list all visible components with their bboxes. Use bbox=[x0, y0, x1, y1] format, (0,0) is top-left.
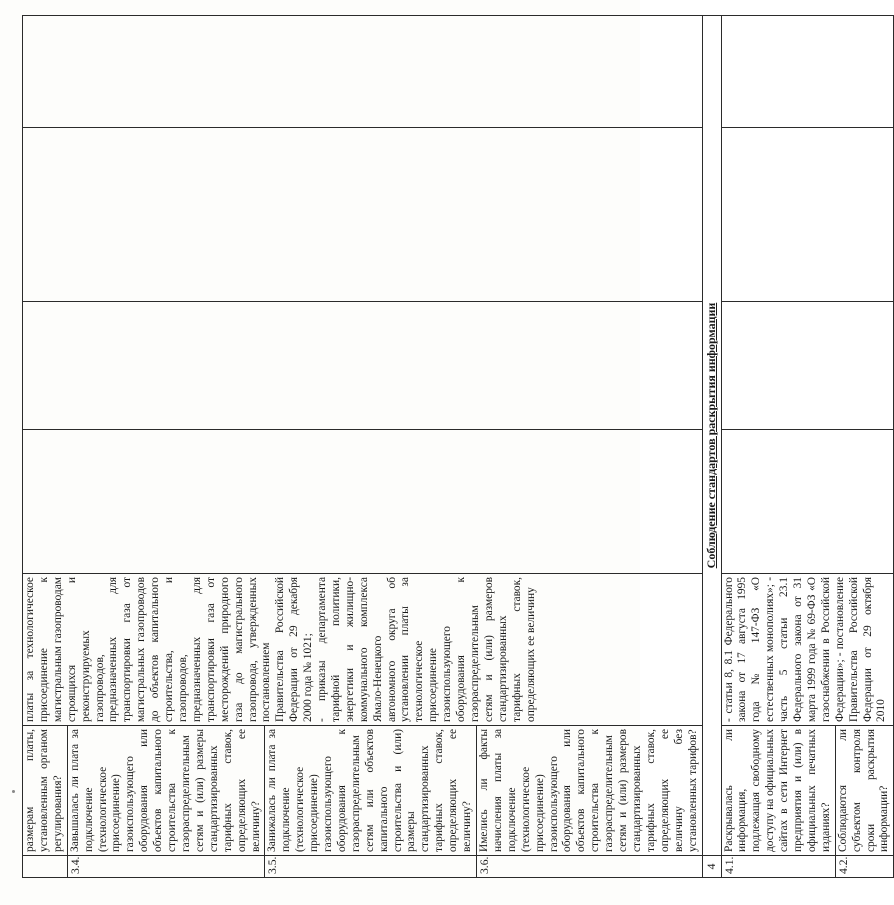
empty-cell bbox=[721, 128, 894, 302]
empty-cell bbox=[721, 302, 894, 430]
section-title: Соблюдение стандартов раскрытия информации bbox=[702, 16, 721, 856]
empty-cell bbox=[23, 430, 703, 574]
question-cell: Завышалась ли плата за подключение (технологическое присоединение) газоиспользующего оборудования или объектов капитального строительства к газораспределительным сетям и (или) размеры стандартизированных тарифных ставок, определяющих ее величину? bbox=[67, 726, 265, 856]
row-number: 3.4. bbox=[67, 856, 265, 878]
row-number: 4.2. bbox=[835, 856, 894, 878]
scan-speck bbox=[12, 790, 15, 793]
row-number-cell bbox=[23, 856, 68, 878]
law-text-part2: утвержденных постановлением Правительства Российской Федерации от 29 декабря 2000 года № 1021; bbox=[246, 577, 315, 722]
question-cell: Соблюдаются ли субъектом контроля сроки раскрытия информации? bbox=[835, 726, 894, 856]
question-text: размерам платы, установленным органом регулирования? bbox=[24, 729, 64, 852]
section-header-row bbox=[702, 16, 721, 878]
row-number: 3.5. bbox=[265, 856, 477, 878]
question-cell: Занижалась ли плата за подключение (технологическое присоединение) газоиспользующего оборудования к газораспределительным сетям или объектов капитального строительства и (или) размеры стандартизированных тарифных ставок, определяющих ее величину? bbox=[265, 726, 477, 856]
empty-cell bbox=[23, 302, 703, 430]
empty-cell bbox=[721, 16, 894, 128]
law-cell bbox=[23, 574, 703, 726]
section-number: 4 bbox=[702, 856, 721, 878]
law-text-part3: - приказы департамента тарифной политики, энергетики и жилищно-коммунального комплекса Ямало-Ненецкого автономного округа об установлении платы за технологическое присоединение газоиспользующего оборудования к газораспределительным сетям и (или) размеров стандартизированных тарифных ставок, определяющих ее величину bbox=[316, 577, 537, 722]
empty-cell bbox=[23, 16, 703, 128]
question-cell bbox=[23, 726, 68, 856]
question-cell: Раскрывалась ли информация, подлежащая свободному доступу на официальных сайтах в сети Интернет предприятия и (или) в официальных печатных изданиях? bbox=[721, 726, 835, 856]
question-cell: Имелись ли факты начисления платы за подключение (технологическое присоединение) газоиспользующего оборудования или объектов капитального строительства к газораспределительным сетям и (или) размеров стандартизированных тарифных ставок, определяющих ее величину без установленных тарифов? bbox=[477, 726, 703, 856]
row-number: 4.1. bbox=[721, 856, 835, 878]
table-row-continuation bbox=[23, 16, 68, 878]
empty-cell bbox=[23, 128, 703, 302]
checklist-table bbox=[22, 15, 894, 878]
empty-cell bbox=[721, 430, 894, 574]
table-row-4-1 bbox=[721, 16, 835, 878]
law-text-part1: платы за технологическое присоединение к магистральным газопроводам строящихся и реконструируемых газопроводов, предназначенных для транспортировки газа от магистральных газопроводов до объектов капитального строительства, и газопроводов, предназначенных для транспортировки газа от месторождений природного газа до магистрального газопровода, bbox=[24, 577, 259, 722]
law-cell: - статьи 8, 8.1 Федерального закона от 17 августа 1995 года № 147-ФЗ «О естественных монополиях»; - часть 5 статьи 23.1 Федерального закона от 31 марта 1999 года № 69-ФЗ «О газоснабжении в Российской Федерации»; - постановление Правительства Российской Федерации от 29 октября 2010 bbox=[721, 574, 894, 726]
row-number: 3.6. bbox=[477, 856, 703, 878]
rotated-table-wrapper bbox=[22, 16, 891, 878]
